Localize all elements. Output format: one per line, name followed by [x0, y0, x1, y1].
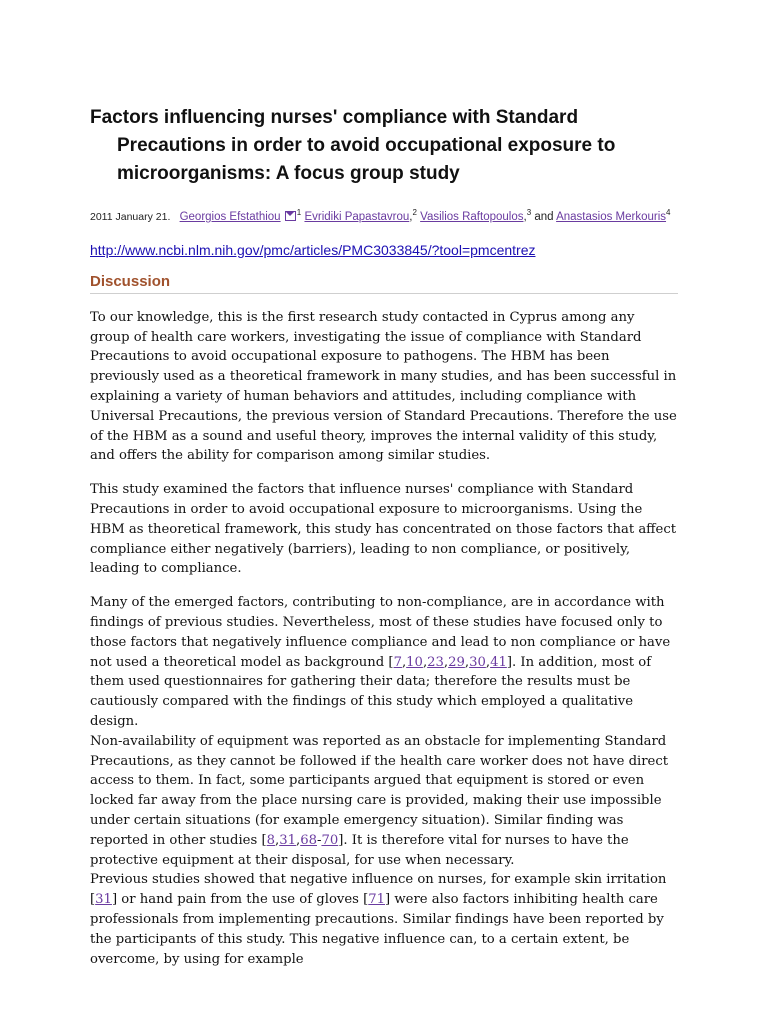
ref-link[interactable]: 7 — [393, 654, 402, 670]
paragraph-5-text-c: ] were also factors inhibiting health care professionals from implementing precautions. Similar findings have been reported by the participants of this study. This negative influence can, to a certain extent, be overcome, by using for example — [90, 892, 664, 967]
paragraph-3: Many of the emerged factors, contributing to non-compliance, are in accordance with findings of previous studies. Nevertheless, most of these studies have focused only to those factors that negatively influence compliance and lead to non compliance or have not used a theoretical model as background [7,10,23,29,30,41]. In addition, most of them used questionnaires for gathering their data; therefore the results must be cautiously compared with the findings of this study which employed a qualitative design. — [90, 595, 671, 729]
paragraph-4: Non-availability of equipment was reported as an obstacle for implementing Standard Precautions, as they cannot be followed if the health care worker does not have direct access to them. In fact, some participants argued that equipment is stored or even locked far away from the place nursing care is provided, making their use impossible under certain situations (for example emergency situation). Similar finding was reported in other studies [8,31,68-70]. It is therefore vital for nurses to have the protective equipment at their disposal, for use when necessary. — [90, 733, 669, 868]
ref-link[interactable]: 70 — [321, 832, 339, 848]
author-link-1[interactable]: Georgios Efstathiou — [179, 210, 281, 223]
paragraph-4-text: Non-availability of equipment was reported as an obstacle for implementing Standard Precautions, as they cannot be followed if the health care worker does not have direct access to them. In fact, some participants argued that equipment is stored or even locked far away from the place nursing care is provided, making their use impossible under certain situations (for example emergency situation). Similar finding was reported in other studies [ — [90, 733, 669, 848]
publication-date: 2011 January 21. — [90, 210, 171, 223]
article-title — [90, 0, 678, 188]
author-link-3[interactable]: Vasilios Raftopoulos — [420, 210, 524, 223]
ref-link[interactable]: 68 — [300, 832, 317, 848]
ref-link[interactable]: 31 — [95, 892, 112, 908]
paragraph-5-text-b: ] or hand pain from the use of gloves [ — [111, 892, 369, 908]
article-url-link[interactable]: http://www.ncbi.nlm.nih.gov/pmc/articles/PMC3033845/?tool=pmcentrez — [90, 241, 536, 258]
paragraph-4-tail: ]. It is therefore vital for nurses to have the protective equipment at their disposal, for use when necessary. — [90, 832, 629, 868]
ref-link[interactable]: 41 — [490, 654, 507, 670]
author-link-4[interactable]: Anastasios Merkouris — [556, 210, 667, 223]
paragraph-2: This study examined the factors that influence nurses' compliance with Standard Precautions in order to avoid occupational exposure to microorganisms. Using the HBM as theoretical framework, this study has concentrated on those factors that affect compliance either negatively (barriers), leading to non compliance, or positively, leading to compliance. — [90, 482, 677, 577]
section-heading-discussion: Discussion — [90, 273, 678, 294]
ref-link[interactable]: 71 — [368, 892, 386, 908]
ref-link[interactable]: 29 — [448, 654, 465, 670]
author-sup-1: 1 — [296, 208, 302, 217]
title-line-3: microorganisms: A focus group study — [117, 163, 460, 184]
byline: 2011 January 21. Georgios Efstathiou $^1$ Evridiki Papastavrou,$^2$ Vasilios Raftopoulos,$^3$ and Anastasios Merkouris$^4$ — [90, 208, 671, 223]
ref-link[interactable]: 30 — [469, 654, 486, 670]
author-sup-4: 4 — [666, 208, 671, 217]
paragraph-5 — [90, 870, 678, 969]
title-line-1: Factors influencing nurses' compliance with Standard — [90, 107, 579, 128]
paragraph-1: To our knowledge, this is the first research study contacted in Cyprus among any group of health care workers, investigating the issue of compliance with Standard Precautions to avoid occupational exposure to pathogens. The HBM has been previously used as a theoretical framework in many studies, and has been successful in explaining a variety of human behaviors and attitudes, including compliance with Universal Precautions, the previous version of Standard Precautions. Therefore the use of the HBM as a sound and useful theory, improves the internal validity of this study, and offers the ability for comparison among similar studies. — [90, 309, 677, 464]
ref-link[interactable]: 23 — [427, 654, 444, 670]
ref-link[interactable]: 8 — [266, 832, 275, 848]
ref-link[interactable]: 10 — [406, 654, 423, 670]
title-line-2: Precautions in order to avoid occupational exposure to — [117, 135, 616, 156]
paragraph-5-text-a: Previous studies showed that negative influence on nurses, for example skin irritation [ — [90, 872, 667, 908]
ref-link[interactable]: 31 — [279, 832, 296, 848]
author-link-2[interactable]: Evridiki Papastavrou — [304, 210, 410, 223]
mail-icon[interactable] — [285, 211, 296, 221]
paragraph-3-tail: ]. In addition, most of them used questionnaires for gathering their data; therefore the results must be cautiously compared with the findings of this study which employed a qualitative design. — [90, 654, 652, 729]
paragraph-3-text: Many of the emerged factors, contributing to non-compliance, are in accordance with findings of previous studies. Nevertheless, most of these studies have focused only to those factors that negatively influence compliance and lead to non compliance or have not used a theoretical model as background [ — [90, 595, 671, 670]
and-text: and — [534, 210, 554, 223]
author-sup-2: 2 — [412, 208, 417, 217]
author-sup-3: 3 — [526, 208, 532, 217]
